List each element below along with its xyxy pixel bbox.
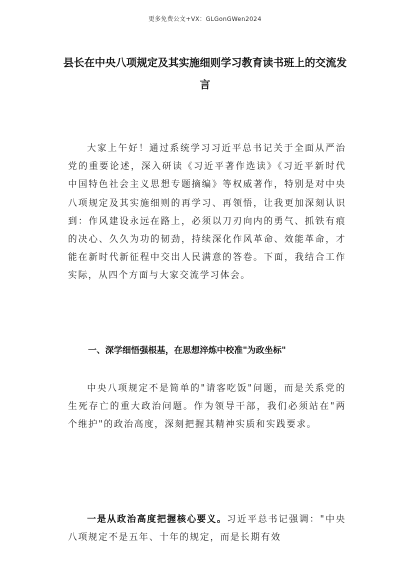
point1-paragraph — [68, 511, 346, 547]
section-heading-1: 一、深学细悟强根基，在思想淬炼中校准"为政坐标" — [88, 346, 287, 356]
point1-lead: 一是从政治高度把握核心要义。 — [87, 515, 227, 525]
point1-body: 习近平总书记强调："中央八项规定不是五年、十年的规定，而是长期有效 — [68, 515, 346, 544]
intro-paragraph: 大家上午好！通过系统学习习近平总书记关于全面从严治党的重要论述，深入研读《习近平著作选读》《习近平新时代中国特色社会主义思想专题摘编》等权威著作，特别是对中央八项规定及其实施细则的再学习、再领悟，让我更加深刻认识到：作风建设永远在路上，必须以刀刃向内的勇气、抓铁有痕的决心、久久为功的韧劲，持续深化作风革命、效能革命，才能在新时代新征程中交出人民满意的答卷。下面，我结合工作实际，从四个方面与大家交流学习体会。 — [68, 144, 346, 282]
header-watermark: 更多免费公文+VX：GLGonGWen2024 — [148, 16, 262, 23]
document-title: 县长在中央八项规定及其实施细则学习教育读书班上的交流发言 — [63, 57, 347, 91]
section1-paragraph: 中央八项规定不是简单的"请客吃饭"问题，而是关系党的生死存亡的重大政治问题。作为领导干部，我们必须站在"两个维护"的政治高度，深刻把握其精神实质和实践要求。 — [68, 384, 346, 431]
